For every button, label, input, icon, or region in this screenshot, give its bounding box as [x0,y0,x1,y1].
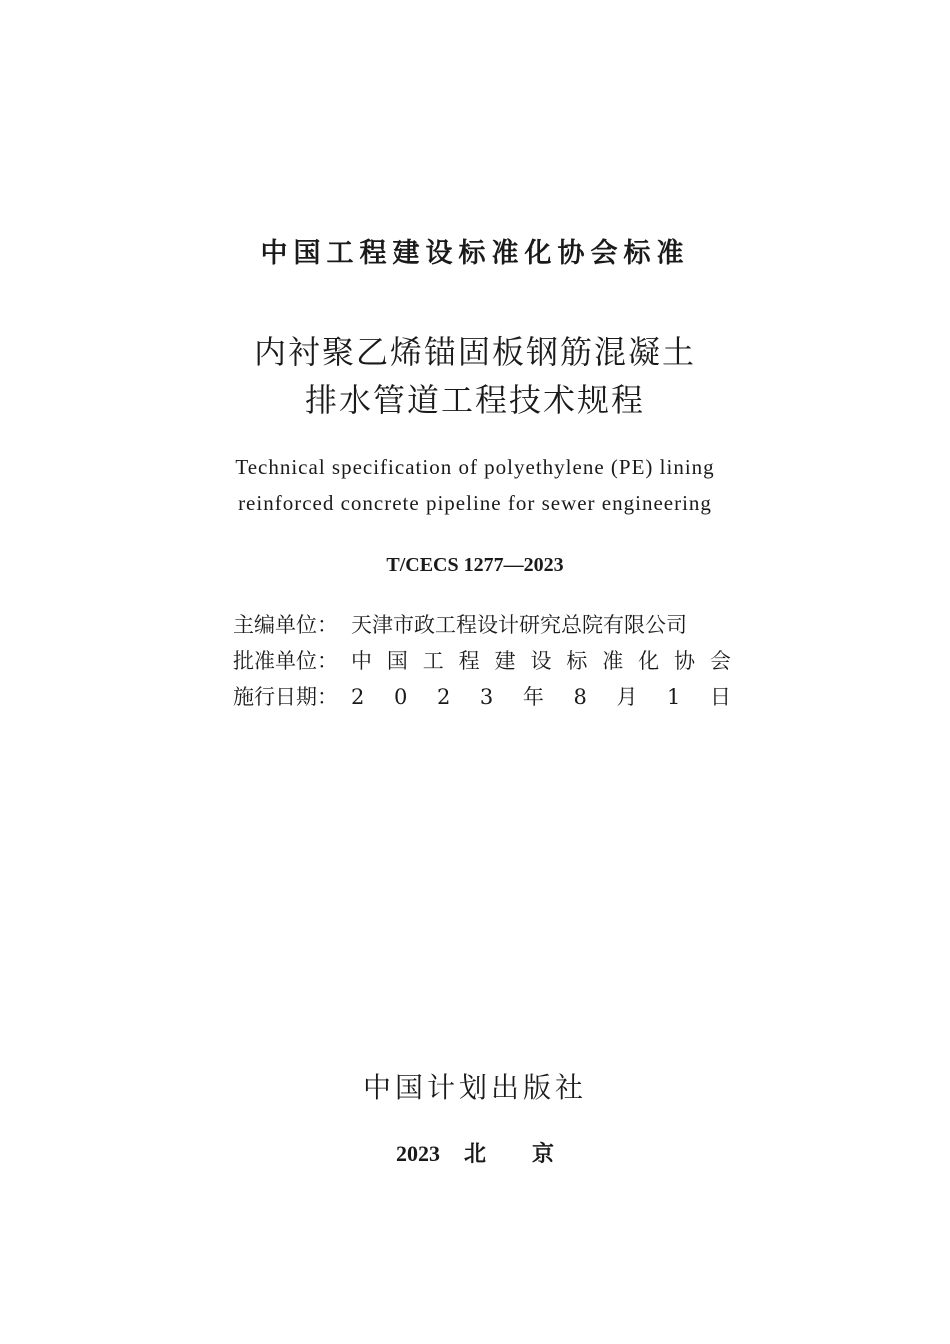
date-char: 日 [710,685,731,709]
approver-char: 建 [494,649,516,673]
chief-editor-label: 主编单位： [233,613,338,637]
approver-char: 协 [674,649,696,673]
effective-date-value [351,681,731,713]
standard-code: T/CECS 1277—2023 [386,554,564,576]
approver-char: 工 [422,649,444,673]
effective-date-row [233,681,733,713]
imprint-city-char: 京 [532,1141,555,1166]
approver-char: 国 [386,649,408,673]
date-char: 2 [436,685,451,709]
date-char: 3 [479,685,494,709]
approver-char: 准 [602,649,624,673]
approver-char: 设 [530,649,552,673]
date-char: 1 [667,685,681,709]
date-char: 月 [616,685,638,709]
date-char: 2 [351,685,365,709]
english-title-line-1: Technical specification of polyethylene (PE) lining [235,455,715,479]
approver-char: 会 [709,649,731,673]
approver-char: 中 [351,649,372,673]
chinese-title-line-1: 内衬聚乙烯锚固板钢筋混凝土 [253,333,696,371]
date-char: 8 [573,685,587,709]
approver-label: 批准单位： [233,649,338,673]
imprint-year: 2023 [395,1141,440,1166]
date-char: 年 [522,685,544,709]
chief-editor-row [233,609,733,641]
date-char: 0 [393,685,408,709]
publisher-name: 中国计划出版社 [362,1071,587,1104]
approver-char: 标 [566,649,588,673]
english-title-line-2: reinforced concrete pipeline for sewer engineering [238,491,712,515]
approver-char: 程 [458,649,480,673]
imprint [0,1138,950,1170]
approver-row [233,645,733,677]
effective-date-label: 施行日期： [233,685,338,709]
series-title: 中国工程建设标准化协会标准 [260,238,690,269]
approver-char: 化 [638,649,660,673]
chief-editor-value: 天津市政工程设计研究总院有限公司 [351,613,687,637]
chinese-title-line-2: 排水管道工程技术规程 [304,381,645,419]
approver-value [351,645,731,677]
imprint-city-char: 北 [463,1141,486,1166]
